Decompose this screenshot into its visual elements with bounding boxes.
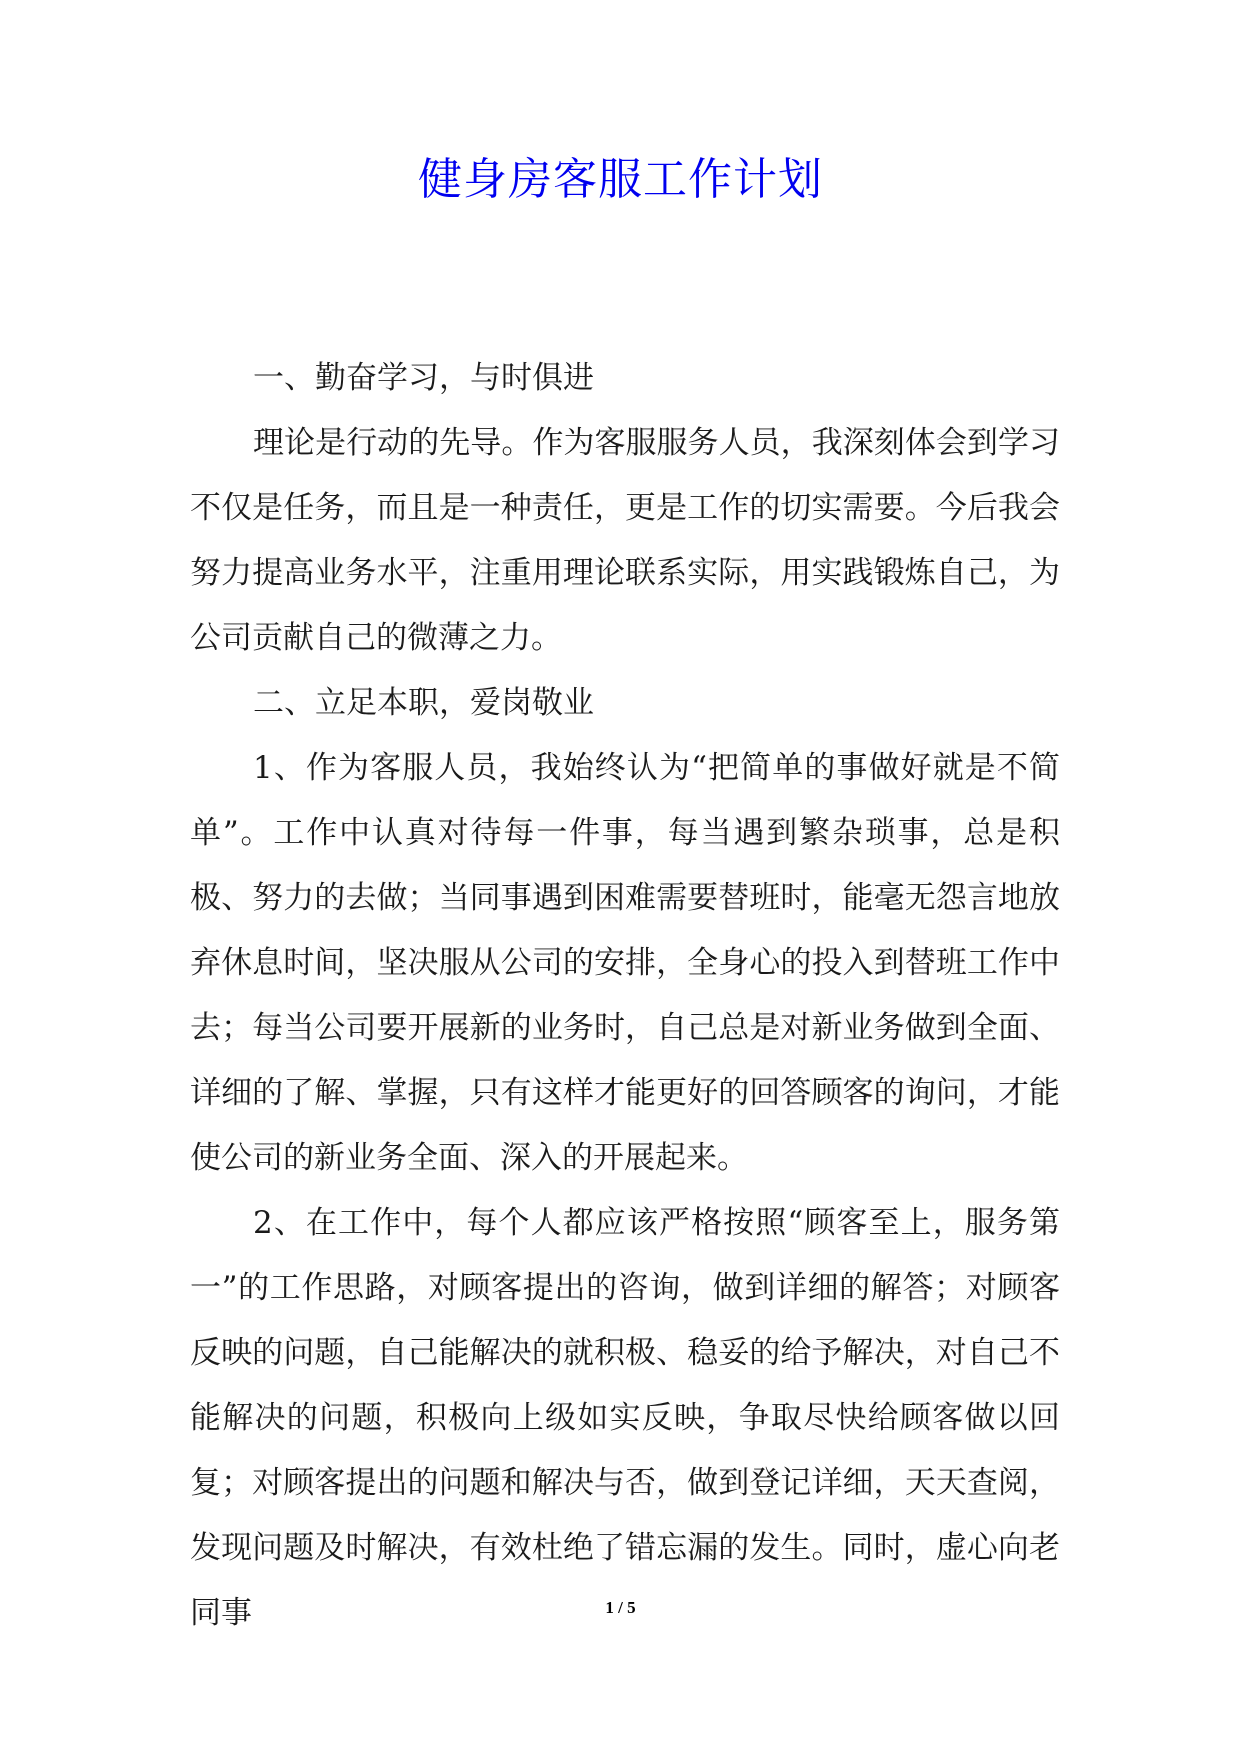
- document-title: 健身房客服工作计划: [418, 154, 823, 205]
- page-number: 1 / 5: [605, 1598, 636, 1617]
- section-heading-2: 二、立足本职，爱岗敬业: [253, 685, 594, 721]
- paragraph-2: 1、作为客服人员，我始终认为“把简单的事做好就是不简单”。工作中认真对待每一件事，每当遇到繁杂琐事，总是积极、努力的去做；当同事遇到困难需要替班时，能毫无怨言地放弃休息时间，坚决服从公司的安排，全身心的投入到替班工作中去；每当公司要开展新的业务时，自己总是对新业务做到全面、详细的了解、掌握，只有这样才能更好的回答顾客的询问，才能使公司的新业务全面、深入的开展起来。: [190, 750, 1060, 1176]
- paragraph-3: 2、在工作中，每个人都应该严格按照“顾客至上，服务第一”的工作思路，对顾客提出的咨询，做到详细的解答；对顾客反映的问题，自己能解决的就积极、稳妥的给予解决，对自己不能解决的问题，积极向上级如实反映，争取尽快给顾客做以回复；对顾客提出的问题和解决与否，做到登记详细，天天查阅，发现问题及时解决，有效杜绝了错忘漏的发生。同时，虚心向老同事: [190, 1205, 1060, 1631]
- paragraph-1: 理论是行动的先导。作为客服服务人员，我深刻体会到学习不仅是任务，而且是一种责任，更是工作的切实需要。今后我会努力提高业务水平，注重用理论联系实际，用实践锻炼自己，为公司贡献自己的微薄之力。: [190, 425, 1060, 656]
- section-heading-1: 一、勤奋学习，与时俱进: [253, 360, 594, 396]
- document-body: [190, 346, 1060, 1646]
